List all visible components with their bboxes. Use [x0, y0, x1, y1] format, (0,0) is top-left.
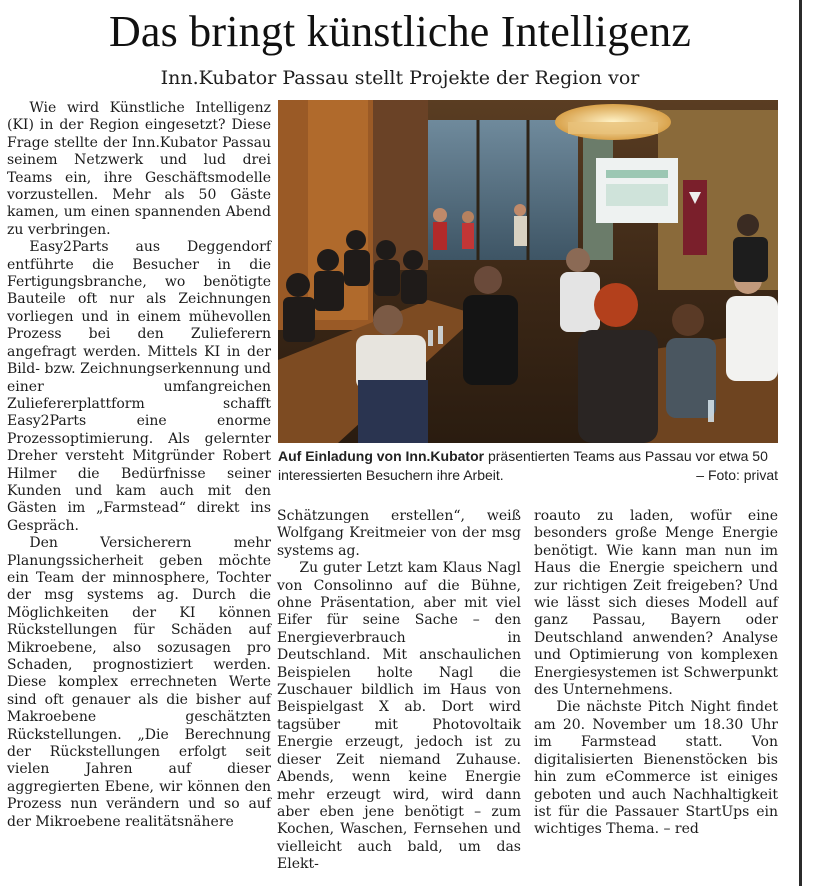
paragraph: Easy2Parts aus Deggendorf entführte die Besucher in die Fertigungsbranche, wo benötigte Bauteile oft nur als Zeichnungen vorliegen und in einem mühevollen Prozess bei den Zulieferern angefragt werden. Mittels KI in der Bild- bzw. Zeichnungserkennung und einer umfangreichen Zuliefererplattform schafft Easy2Parts eine enorme Prozessoptimierung. Als gelernter Dreher versteht Mitgründer Robert Hilmer die Bedürfnisse seiner Kunden und kam auch mit den Gästen im „Farmstead“ direkt ins Gespräch. [7, 239, 271, 534]
article-column-2 [277, 508, 521, 874]
paragraph: Zu guter Letzt kam Klaus Nagl von Consolinno auf die Bühne, ohne Präsentation, aber mit viel Eifer für seine Sache – den Energieverbrauch in Deutschland. Mit anschaulichen Beispielen holte Nagl die Zuschauer bildlich im Haus von Beispielgast X ab. Dort wird tagsüber mit Photovoltaik Energie erzeugt, jedoch ist zu dieser Zeit niemand Zuhause. Abends, wenn keine Energie mehr erzeugt wird, wird dann aber eben jene benötigt – zum Kochen, Waschen, Fernsehen und vielleicht auch bald, um das Elekt- [277, 560, 521, 873]
event-photo [278, 100, 778, 443]
column-rule [799, 0, 802, 886]
paragraph: roauto zu laden, wofür eine besonders große Menge Energie benötigt. Wie kann man nun im Haus die Energie speichern und zur richtigen Zeit freigeben? Und wie lässt sich dieses Modell auf ganz Passau, Bayern oder Deutschland anwenden? Analyse und Optimierung von komplexen Energiesystemen ist Schwerpunkt des Unternehmens. [534, 508, 778, 699]
paragraph: Wie wird Künstliche Intelligenz (KI) in der Region eingesetzt? Diese Frage stellte der Inn.Kubator Passau seinem Netzwerk und lud drei Teams ein, ihre Geschäftsmodelle vorzustellen. Mehr als 50 Gäste kamen, um einen spannenden Abend zu verbringen. [7, 100, 271, 238]
article-column-3 [534, 508, 778, 839]
photo-caption [278, 447, 778, 485]
paragraph: Den Versicherern mehr Planungssicherheit geben möchte ein Team der minnosphere, Tochter der msg systems ag. Durch die Möglichkeiten der KI können Rückstellungen für Schäden auf Mikroebene, also sozusagen pro Schaden, prognostiziert werden. Diese komplex errechneten Werte sind oft genauer als die bisher auf Makroebene geschätzten Rückstellungen. „Die Berechnung der Rückstellungen erfolgt seit vielen Jahren auf dieser aggregierten Ebene, wir können den Prozess nun verändern und so auf der Mikroebene realitätsnähere [7, 535, 271, 830]
headline: Das bringt künstliche Intelligenz [108, 7, 692, 56]
photo-credit: – Foto: privat [696, 467, 778, 483]
caption-text: präsentierten Teams aus Passau vor etwa 50 interessierten Besuchern ihre Arbeit. [278, 448, 768, 483]
paragraph: Schätzungen erstellen“, weiß Wolfgang Kreitmeier von der msg systems ag. [277, 508, 521, 559]
event-photo-image [278, 100, 778, 443]
paragraph: Die nächste Pitch Night findet am 20. November um 18.30 Uhr im Farmstead statt. Von digitalisierten Bienenstöcken bis hin zum eCommerce ist einiges geboten und auch Nachhaltigkeit ist für die Passauer StartUps ein wichtiges Thema. – red [534, 699, 778, 838]
caption-lead: Auf Einladung von Inn.Kubator [278, 448, 485, 464]
article-column-1 [7, 100, 271, 831]
subheadline: Inn.Kubator Passau stellt Projekte der Region vor [160, 67, 640, 89]
